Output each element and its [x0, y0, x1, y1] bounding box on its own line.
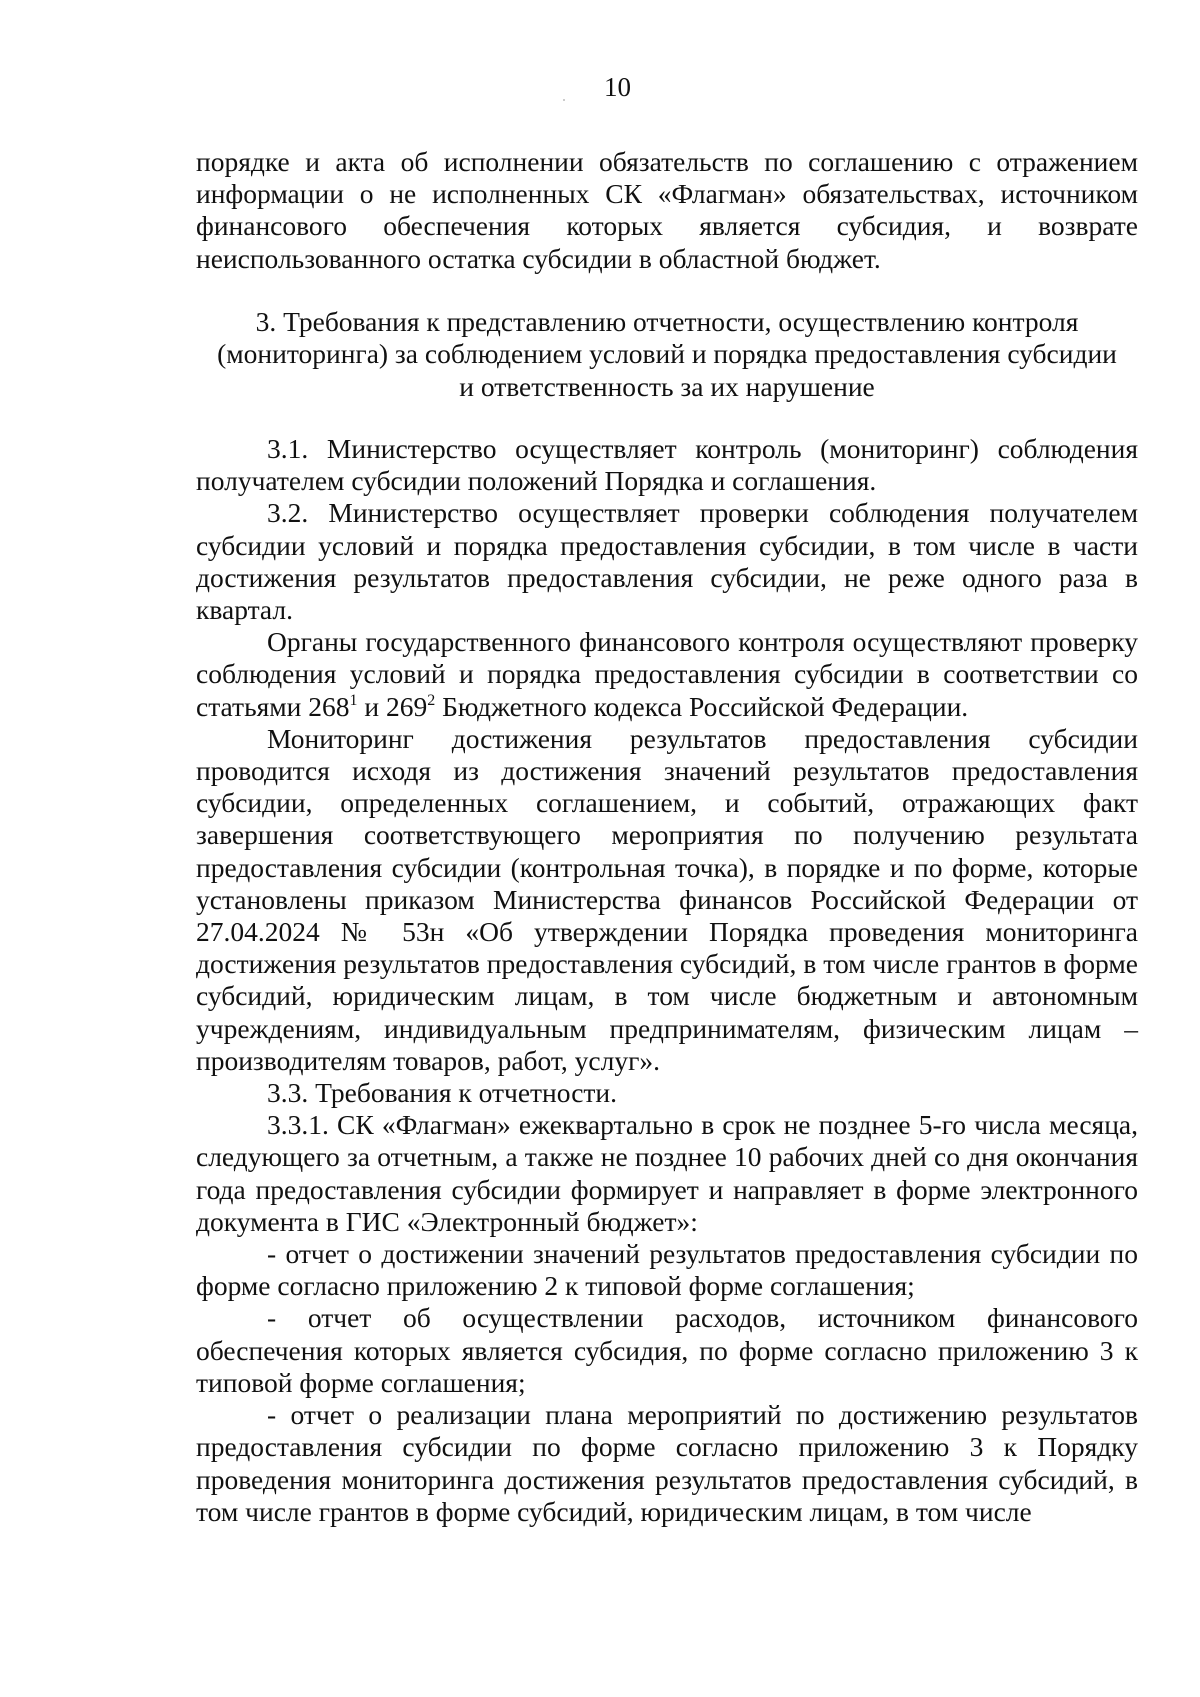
paragraph-monitoring: Мониторинг достижения результатов предоставления субсидии проводится исходя из достижения значений результатов предоставления субсидии, определенных соглашением, и событий, отражающих факт завершения соответствующего мероприятия по получению результата предоставления субсидии (контрольная точка), в порядке и по форме, которые установлены приказом Министерства финансов Российской Федерации от 27.04.2024 № 53н «Об утверждении Порядка проведения мониторинга достижения результатов предоставления субсидий, в том числе грантов в форме субсидий, юридическим лицам, в том числе бюджетным и автономным учреждениям, индивидуальным предпринимателям, физическим лицам – производителям товаров, работ, услуг». [196, 722, 1138, 1076]
paragraph-3-2: 3.2. Министерство осуществляет проверки соблюдения получателем субсидии условий и порядка предоставления субсидии, в том числе в части достижения результатов предоставления субсидии, не реже одного раза в квартал. [196, 497, 1138, 626]
section-3-body [196, 433, 1138, 1528]
intro-block [196, 146, 1138, 275]
list-item: - отчет о реализации плана мероприятий по достижению результатов предоставления субсидии по форме согласно приложению 3 к Порядку проведения мониторинга достижения результатов предоставления субсидий, в том числе грантов в форме субсидий, юридическим лицам, в том числе [196, 1399, 1138, 1527]
heading-line-1: 3. Требования к представлению отчетности, осуществлению контроля [255, 306, 1079, 337]
organs-text-after: Бюджетного кодекса Российской Федерации. [435, 690, 969, 722]
page-number: 10 [604, 72, 631, 102]
paragraph-3-1: 3.1. Министерство осуществляет контроль (мониторинг) соблюдения получателем субсидии положений Порядка и соглашения. [196, 433, 1138, 497]
footnote-sup-1: 1 [349, 691, 358, 709]
intro-paragraph: порядке и акта об исполнении обязательств по соглашению с отражением информации о не исполненных СК «Флагман» обязательствах, источником финансового обеспечения которых является субсидия, и возврате неиспользованного остатка субсидии в областной бюджет. [196, 146, 1138, 274]
heading-line-2: (мониторинга) за соблюдением условий и порядка предоставления субсидии [217, 338, 1117, 370]
organs-text-middle: и 269 [357, 690, 428, 722]
heading-line-3: и ответственность за их нарушение [459, 370, 875, 402]
organs-text-before: Органы государственного финансового контроля осуществляют проверку соблюдения условий и порядка предоставления субсидии в соответствии со статьями 268 [196, 626, 1138, 722]
paragraph-control-organs [196, 626, 1138, 723]
list-item: - отчет о достижении значений результатов предоставления субсидии по форме согласно приложению 2 к типовой форме соглашения; [196, 1238, 1138, 1302]
paragraph-3-3: 3.3. Требования к отчетности. [267, 1077, 618, 1109]
list-item: - отчет об осуществлении расходов, источником финансового обеспечения которых является субсидия, по форме согласно приложению 3 к типовой форме соглашения; [196, 1302, 1138, 1398]
paragraph-3-3-1: 3.3.1. СК «Флагман» ежеквартально в срок не позднее 5-го числа месяца, следующего за отчетным, а также не позднее 10 рабочих дней со дня окончания года предоставления субсидии формирует и направляет в форме электронного документа в ГИС «Электронный бюджет»: [196, 1109, 1138, 1237]
footnote-sup-2: 2 [427, 691, 436, 709]
section-3-heading [196, 306, 1138, 403]
